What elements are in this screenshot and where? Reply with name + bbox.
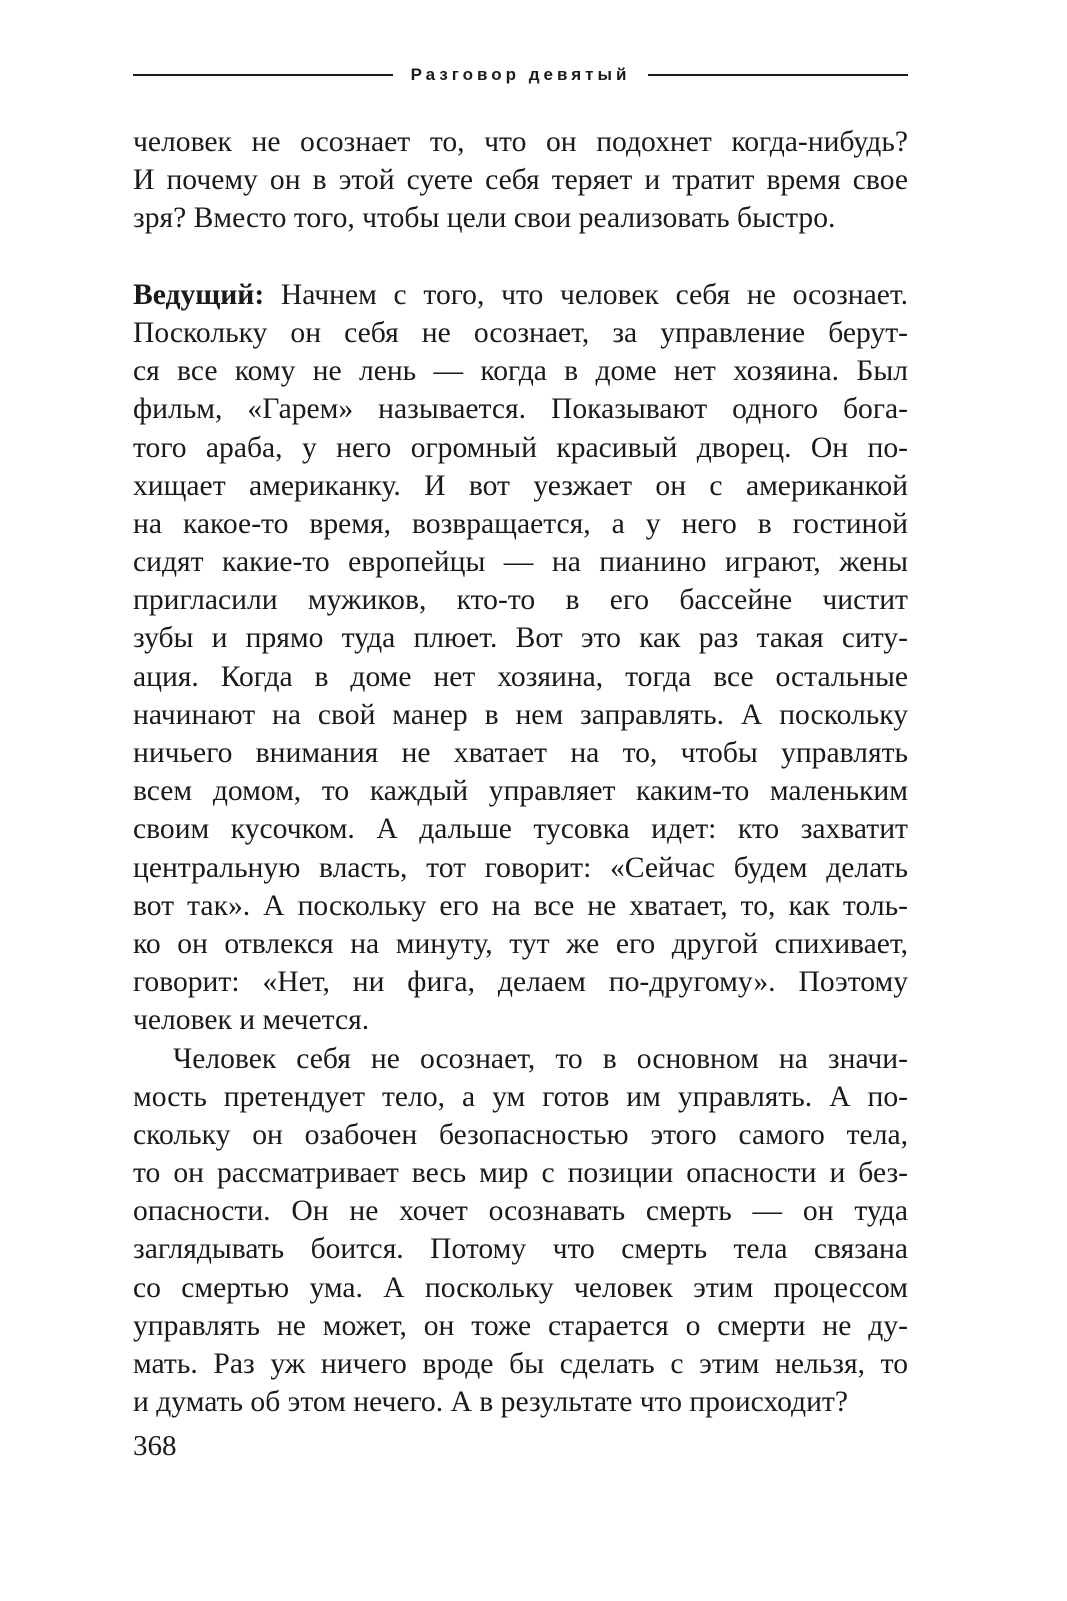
text-line <box>133 276 908 314</box>
text-line: пригласили мужиков, кто-то в его бассейне чистит <box>133 584 908 617</box>
text-line: скольку он озабочен безопасностью этого самого тела, <box>133 1118 908 1151</box>
paragraph-gap <box>133 238 908 276</box>
running-head <box>133 60 908 90</box>
running-head-rule-right <box>648 74 908 76</box>
running-head-rule-left <box>133 74 393 76</box>
text-line: ся все кому не лень — когда в доме нет хозяина. Был <box>133 355 908 388</box>
running-head-title: Разговор девятый <box>410 65 631 84</box>
paragraph-2 <box>133 276 908 1040</box>
text-line: на какое-то время, возвращается, а у него в гостиной <box>133 507 908 540</box>
text-line: заглядывать боится. Потому что смерть тела связана <box>133 1233 908 1266</box>
text-line: Человек себя не осознает, то в основном на значи- <box>173 1042 908 1075</box>
text-line: говорит: «Нет, ни фига, делаем по-другому». Поэтому <box>133 966 908 999</box>
paragraph-1 <box>133 123 908 238</box>
text-line: то он рассматривает весь мир с позиции опасности и без- <box>133 1157 908 1190</box>
text-line: Поскольку он себя не осознает, за управление берут- <box>133 316 908 349</box>
text-line: всем домом, то каждый управляет каким-то маленьким <box>133 775 908 808</box>
text-line: мость претендует тело, а ум готов им управлять. А по- <box>133 1080 908 1113</box>
text-line: И почему он в этой суете себя теряет и тратит время свое <box>133 164 908 197</box>
text-line: опасности. Он не хочет осознавать смерть — он туда <box>133 1195 908 1228</box>
text-line: сидят какие-то европейцы — на пианино играют, жены <box>133 546 908 579</box>
text-line: зря? Вместо того, чтобы цели свои реализовать быстро. <box>133 202 836 235</box>
text-line: со смертью ума. А поскольку человек этим процессом <box>133 1271 908 1304</box>
text-line: управлять не может, он тоже старается о смерти не ду- <box>133 1309 908 1342</box>
text-line: ация. Когда в доме нет хозяина, тогда все остальные <box>133 660 908 693</box>
text-line: мать. Раз уж ничего вроде бы сделать с этим нельзя, то <box>133 1348 908 1380</box>
text-line: зубы и прямо туда плюет. Вот это как раз такая ситу- <box>133 622 908 655</box>
text-line: и думать об этом нечего. А в результате что происходит? <box>133 1386 849 1419</box>
page-body <box>133 123 908 1421</box>
paragraph-3 <box>133 1040 908 1422</box>
speaker-text: Начнем с того, что человек себя не осознает. <box>264 278 908 311</box>
text-line: хищает американку. И вот уезжает он с американкой <box>133 469 908 502</box>
text-line: фильм, «Гарем» называется. Показывают одного бога- <box>133 393 908 426</box>
text-line: того араба, у него огромный красивый дворец. Он по- <box>133 431 908 464</box>
text-line: центральную власть, тот говорит: «Сейчас будем делать <box>133 851 908 884</box>
text-line: своим кусочком. А дальше тусовка идет: кто захватит <box>133 813 908 846</box>
text-line: ко он отвлекся на минуту, тут же его другой спихивает, <box>133 927 908 960</box>
page-number: 368 <box>133 1430 177 1462</box>
text-line: вот так». А поскольку его на все не хватает, то, как толь- <box>133 889 908 922</box>
speaker-label: Ведущий: <box>133 278 265 311</box>
text-line: начинают на свой манер в нем заправлять. А поскольку <box>133 698 908 731</box>
text-line: человек и мечется. <box>133 1004 370 1037</box>
text-line: человек не осознает то, что он подохнет когда-нибудь? <box>133 126 908 158</box>
text-line: ничьего внимания не хватает на то, чтобы управлять <box>133 737 908 769</box>
